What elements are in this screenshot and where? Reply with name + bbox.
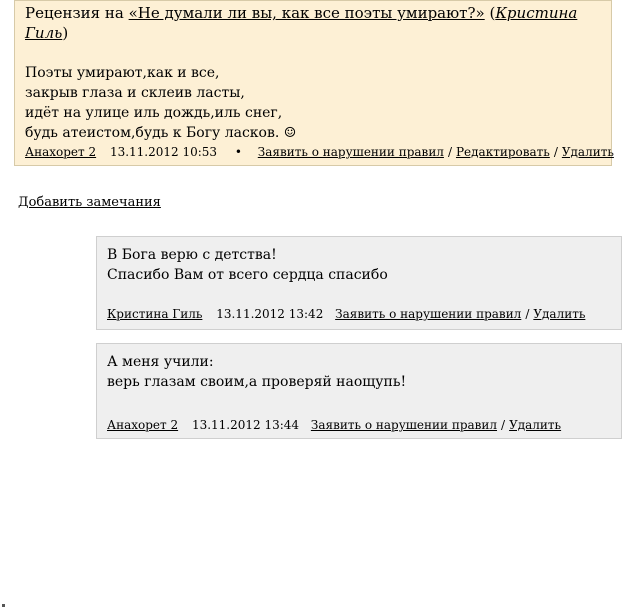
review-text [25, 63, 601, 143]
author-open: ( [484, 4, 496, 22]
comment-meta [107, 304, 585, 324]
reviewer-link[interactable]: Анахорет 2 [25, 145, 97, 159]
report-violation-link[interactable]: Заявить о нарушении правил [310, 418, 498, 432]
review-prefix: Рецензия на [25, 4, 129, 22]
link-separator: / [553, 145, 558, 159]
comment-line: верь глазам своим,а проверяй наощупь! [107, 374, 407, 390]
report-violation-link[interactable]: Заявить о нарушении правил [257, 145, 444, 159]
review-title [25, 3, 601, 43]
poem-line: закрыв глаза и склеив ласты, [25, 85, 245, 101]
comment-card [96, 236, 622, 330]
comment-date: 13.11.2012 13:42 [216, 307, 324, 321]
comment-author-link[interactable]: Кристина Гиль [107, 307, 203, 321]
work-author-link[interactable]: Кристина Гиль [25, 4, 578, 42]
review-card [14, 0, 612, 166]
comment-line: А меня учили: [107, 354, 214, 370]
delete-link[interactable]: Удалить [509, 418, 562, 432]
add-note-link[interactable]: Добавить замечания [18, 195, 161, 210]
delete-link[interactable]: Удалить [533, 307, 586, 321]
edit-link[interactable]: Редактировать [455, 145, 550, 159]
comment-meta [107, 415, 561, 435]
review-date: 13.11.2012 10:53 [109, 145, 218, 159]
author-close: ) [62, 24, 69, 42]
link-separator: / [501, 418, 506, 432]
poem-line: идёт на улице иль дождь,иль снег, [25, 105, 283, 121]
bullet-separator: • [234, 145, 242, 159]
comment-author-link[interactable]: Анахорет 2 [107, 418, 179, 432]
review-meta [25, 145, 614, 159]
poem-line: будь атеистом,будь к Богу ласков. ☺ [25, 125, 297, 141]
link-separator: / [525, 307, 530, 321]
stray-dot [2, 604, 5, 607]
report-violation-link[interactable]: Заявить о нарушении правил [335, 307, 522, 321]
comment-card [96, 343, 622, 439]
link-separator: / [447, 145, 452, 159]
poem-line: Поэты умирают,как и все, [25, 65, 220, 81]
work-title-link[interactable]: «Не думали ли вы, как все поэты умирают?» [128, 4, 485, 22]
delete-link[interactable]: Удалить [561, 145, 614, 159]
comment-line: В Бога верю с детства! [107, 247, 277, 263]
comment-line: Спасибо Вам от всего сердца спасибо [107, 267, 388, 283]
comment-date: 13.11.2012 13:44 [191, 418, 300, 432]
